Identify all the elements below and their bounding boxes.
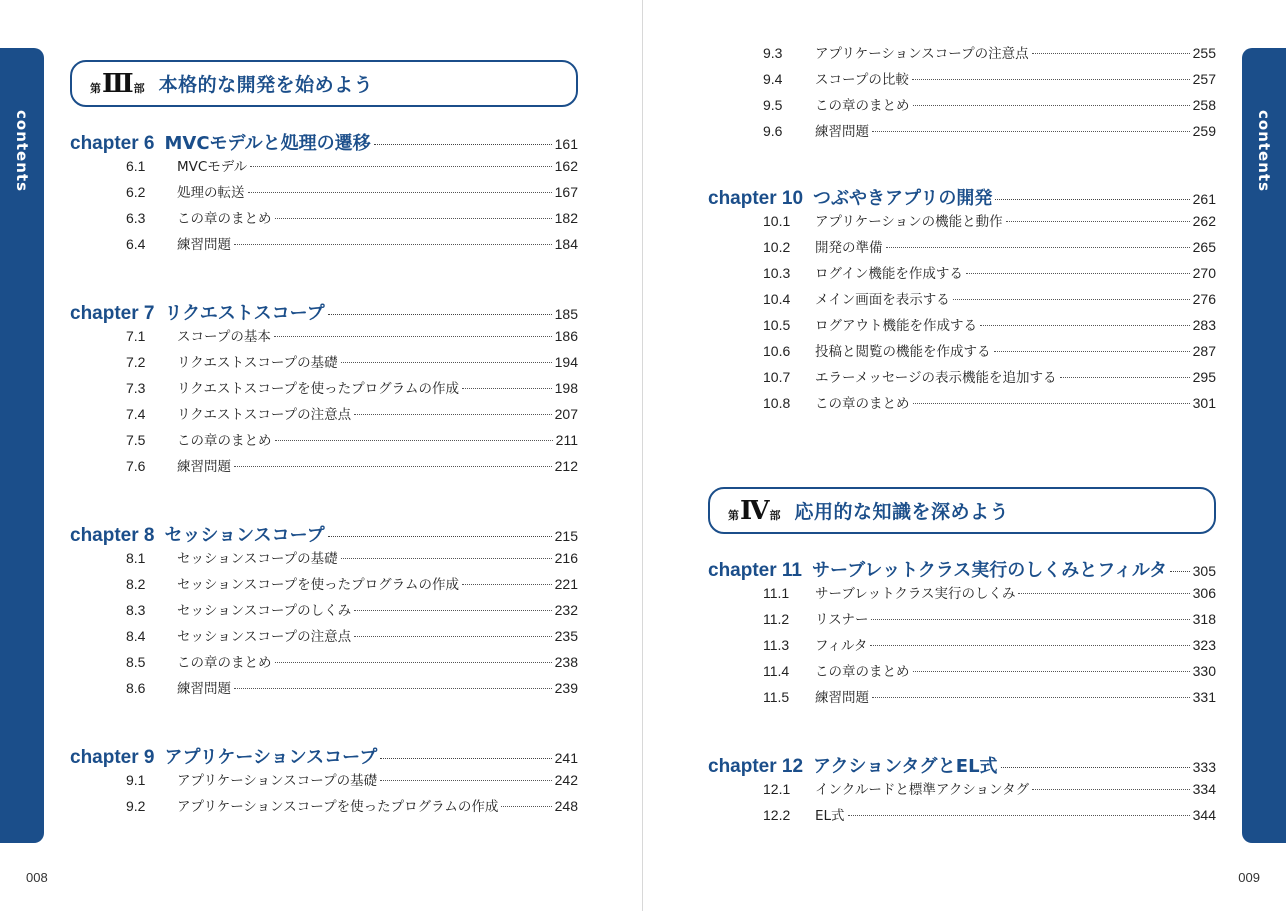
chapter-page: 215 <box>554 528 578 544</box>
chapter-title: セッションスコープ <box>164 525 325 546</box>
section-number: 11.4 <box>763 663 790 679</box>
chapter-page: 241 <box>554 750 578 766</box>
dot-leader <box>1032 53 1190 54</box>
dot-leader <box>275 440 553 441</box>
left-toc <box>70 60 578 821</box>
section-title: 投稿と閲覧の機能を作成する <box>815 344 991 360</box>
section-page: 216 <box>554 550 578 566</box>
section-entry[interactable] <box>70 325 578 351</box>
chapter-number: chapter 11 <box>708 560 802 581</box>
section-entry[interactable] <box>708 94 1216 120</box>
dot-leader <box>912 79 1190 80</box>
section-title: MVCモデル <box>177 159 248 175</box>
chapter-number: chapter 12 <box>708 756 804 777</box>
section-page: 334 <box>1192 781 1216 797</box>
dot-leader <box>234 244 552 245</box>
section-title: メイン画面を表示する <box>815 292 950 308</box>
section-title: スコープの比較 <box>815 72 909 88</box>
part-prefix: 第 <box>728 508 739 522</box>
section-number: 8.3 <box>126 602 146 618</box>
section-number: 9.3 <box>763 45 783 61</box>
section-number: 6.4 <box>126 236 146 252</box>
section-page: 255 <box>1192 45 1216 61</box>
contents-tab-left <box>0 48 44 843</box>
section-page: 257 <box>1192 71 1216 87</box>
section-number: 8.4 <box>126 628 146 644</box>
section-page: 235 <box>554 628 578 644</box>
dot-leader <box>980 325 1190 326</box>
section-number: 8.6 <box>126 680 146 696</box>
chapter-page: 305 <box>1192 563 1216 579</box>
section-number: 10.5 <box>763 317 791 333</box>
chapter-entry[interactable] <box>70 521 578 547</box>
section-number: 11.3 <box>763 637 790 653</box>
section-page: 186 <box>554 328 578 344</box>
chapter-title: アプリケーションスコープ <box>164 747 378 768</box>
section-number: 9.1 <box>126 772 146 788</box>
part-title: 応用的な知識を深めよう <box>794 501 1010 523</box>
section-page: 207 <box>554 406 578 422</box>
dot-leader <box>341 362 552 363</box>
section-number: 10.7 <box>763 369 791 385</box>
section-title: セッションスコープの注意点 <box>177 629 352 645</box>
section-entry[interactable] <box>708 236 1216 262</box>
section-number: 7.2 <box>126 354 146 370</box>
section-page: 276 <box>1192 291 1216 307</box>
section-page: 211 <box>555 432 578 448</box>
dot-leader <box>328 314 552 315</box>
section-entry[interactable] <box>708 210 1216 236</box>
section-title: この章のまとめ <box>177 433 272 449</box>
dot-leader <box>275 218 552 219</box>
section-number: 12.2 <box>763 807 791 823</box>
dot-leader <box>1001 767 1190 768</box>
section-entry[interactable] <box>70 795 578 821</box>
section-title: フィルタ <box>815 638 868 654</box>
chapter-page: 261 <box>1192 191 1216 207</box>
section-page: 306 <box>1192 585 1216 601</box>
section-entry[interactable] <box>708 634 1216 660</box>
chapter-title: アクションタグとEL式 <box>813 756 998 777</box>
chapter-number: chapter 7 <box>70 303 155 324</box>
section-title: セッションスコープの基礎 <box>177 551 338 567</box>
section-entry[interactable] <box>70 429 578 455</box>
part-number <box>728 496 781 526</box>
section-number: 10.3 <box>763 265 791 281</box>
section-entry[interactable] <box>70 547 578 573</box>
dot-leader <box>274 336 552 337</box>
section-entry[interactable] <box>70 599 578 625</box>
chapter-title: MVCモデルと処理の遷移 <box>164 133 371 154</box>
section-page: 301 <box>1192 395 1216 411</box>
contents-tab-label: contents <box>13 110 31 192</box>
section-number: 10.4 <box>763 291 791 307</box>
section-title: 練習問題 <box>177 237 231 253</box>
section-entry[interactable] <box>70 233 578 259</box>
section-entry[interactable] <box>708 778 1216 804</box>
section-entry[interactable] <box>70 677 578 703</box>
dot-leader <box>234 466 552 467</box>
section-page: 198 <box>554 380 578 396</box>
section-page: 262 <box>1192 213 1216 229</box>
part-numeral: Ⅲ <box>102 68 133 99</box>
section-title: リクエストスコープの基礎 <box>177 355 338 371</box>
part-suffix: 部 <box>133 81 145 95</box>
chapter-page: 333 <box>1192 759 1216 775</box>
chapter-title: つぶやきアプリの開発 <box>813 188 993 209</box>
section-number: 11.5 <box>763 689 790 705</box>
dot-leader <box>354 610 551 611</box>
section-entry[interactable] <box>70 651 578 677</box>
dot-leader <box>994 351 1190 352</box>
section-page: 287 <box>1192 343 1216 359</box>
part-number <box>90 69 145 99</box>
section-page: 248 <box>554 798 578 814</box>
section-title: アプリケーションの機能と動作 <box>815 214 1003 230</box>
chapter-block <box>70 521 578 703</box>
dot-leader <box>1018 593 1189 594</box>
section-entry[interactable] <box>708 68 1216 94</box>
section-entry[interactable] <box>708 392 1216 418</box>
continued-sections <box>708 42 1216 146</box>
chapter-entry[interactable] <box>708 556 1216 582</box>
section-number: 7.4 <box>126 406 146 422</box>
dot-leader <box>870 645 1189 646</box>
section-page: 283 <box>1192 317 1216 333</box>
dot-leader <box>328 536 552 537</box>
section-title: セッションスコープを使ったプログラムの作成 <box>177 577 460 593</box>
right-toc <box>708 42 1216 830</box>
section-title: 練習問題 <box>177 681 231 697</box>
dot-leader <box>380 780 552 781</box>
dot-leader <box>1032 789 1190 790</box>
section-entry[interactable] <box>708 314 1216 340</box>
section-number: 6.3 <box>126 210 146 226</box>
section-title: 練習問題 <box>815 690 869 706</box>
chapter-entry[interactable] <box>70 743 578 769</box>
section-page: 167 <box>554 184 578 200</box>
section-page: 162 <box>554 158 578 174</box>
dot-leader <box>871 619 1189 620</box>
section-page: 258 <box>1192 97 1216 113</box>
dot-leader <box>913 403 1190 404</box>
section-number: 12.1 <box>763 781 791 797</box>
section-page: 242 <box>554 772 578 788</box>
section-number: 8.5 <box>126 654 146 670</box>
dot-leader <box>995 199 1189 200</box>
section-page: 259 <box>1192 123 1216 139</box>
dot-leader <box>913 671 1190 672</box>
section-title: ログアウト機能を作成する <box>815 318 977 334</box>
section-title: アプリケーションスコープの注意点 <box>815 46 1029 62</box>
section-title: セッションスコープのしくみ <box>177 603 352 619</box>
chapter-number: chapter 10 <box>708 188 804 209</box>
section-page: 330 <box>1192 663 1216 679</box>
section-entry[interactable] <box>708 340 1216 366</box>
section-entry[interactable] <box>70 455 578 481</box>
section-title: リクエストスコープの注意点 <box>177 407 352 423</box>
dot-leader <box>1170 571 1190 572</box>
section-page: 184 <box>554 236 578 252</box>
section-page: 295 <box>1192 369 1216 385</box>
section-entry[interactable] <box>708 686 1216 712</box>
dot-leader <box>354 414 551 415</box>
section-title: この章のまとめ <box>177 655 272 671</box>
page-number: 008 <box>26 870 48 885</box>
section-title: EL式 <box>815 808 845 824</box>
section-number: 10.2 <box>763 239 791 255</box>
contents-tab-label: contents <box>1255 110 1273 192</box>
dot-leader <box>462 388 552 389</box>
chapter-title: サーブレットクラス実行のしくみとフィルタ <box>812 560 1168 581</box>
section-title: ログイン機能を作成する <box>815 266 963 282</box>
dot-leader <box>913 105 1190 106</box>
chapter-entry[interactable] <box>708 752 1216 778</box>
section-entry[interactable] <box>708 582 1216 608</box>
dot-leader <box>872 697 1190 698</box>
section-entry[interactable] <box>70 403 578 429</box>
part-suffix: 部 <box>769 508 781 522</box>
section-title: スコープの基本 <box>177 329 271 345</box>
section-entry[interactable] <box>708 120 1216 146</box>
section-number: 7.3 <box>126 380 146 396</box>
dot-leader <box>248 192 552 193</box>
section-entry[interactable] <box>70 769 578 795</box>
section-entry[interactable] <box>70 207 578 233</box>
section-page: 331 <box>1192 689 1216 705</box>
section-title: この章のまとめ <box>815 664 910 680</box>
right-page <box>643 0 1286 911</box>
section-page: 344 <box>1192 807 1216 823</box>
chapter-entry[interactable] <box>70 299 578 325</box>
chapter-number: chapter 8 <box>70 525 155 546</box>
chapter-title: リクエストスコープ <box>164 303 325 324</box>
dot-leader <box>886 247 1190 248</box>
section-title: この章のまとめ <box>177 211 272 227</box>
section-number: 8.2 <box>126 576 146 592</box>
section-entry[interactable] <box>708 366 1216 392</box>
section-number: 7.1 <box>126 328 146 344</box>
section-page: 238 <box>554 654 578 670</box>
section-entry[interactable] <box>708 288 1216 314</box>
dot-leader <box>234 688 552 689</box>
contents-tab-right <box>1242 48 1286 843</box>
section-page: 221 <box>554 576 578 592</box>
dot-leader <box>275 662 552 663</box>
section-title: エラーメッセージの表示機能を追加する <box>815 370 1057 386</box>
part-prefix: 第 <box>90 81 101 95</box>
section-entry[interactable] <box>70 351 578 377</box>
section-title: アプリケーションスコープの基礎 <box>177 773 378 789</box>
section-title: 練習問題 <box>815 124 869 140</box>
section-page: 265 <box>1192 239 1216 255</box>
section-number: 9.6 <box>763 123 783 139</box>
section-entry[interactable] <box>70 625 578 651</box>
section-page: 194 <box>554 354 578 370</box>
dot-leader <box>380 758 551 759</box>
section-title: この章のまとめ <box>815 98 910 114</box>
chapter-block <box>70 299 578 481</box>
section-number: 9.5 <box>763 97 783 113</box>
dot-leader <box>462 584 552 585</box>
chapter-entry[interactable] <box>70 129 578 155</box>
section-number: 11.1 <box>763 585 790 601</box>
dot-leader <box>848 815 1190 816</box>
chapter-block <box>708 556 1216 712</box>
section-number: 9.4 <box>763 71 783 87</box>
dot-leader <box>341 558 552 559</box>
section-entry[interactable] <box>708 608 1216 634</box>
part-heading <box>70 60 578 107</box>
chapter-block <box>70 743 578 821</box>
section-title: この章のまとめ <box>815 396 910 412</box>
section-title: リスナー <box>815 612 869 628</box>
chapter-entry[interactable] <box>708 184 1216 210</box>
section-number: 7.5 <box>126 432 146 448</box>
chapter-block <box>708 184 1216 418</box>
section-page: 239 <box>554 680 578 696</box>
dot-leader <box>1060 377 1190 378</box>
part-title: 本格的な開発を始めよう <box>158 74 374 96</box>
part-numeral: Ⅳ <box>740 495 769 526</box>
dot-leader <box>354 636 551 637</box>
section-title: サーブレットクラス実行のしくみ <box>815 586 1016 602</box>
section-title: 処理の転送 <box>177 185 245 201</box>
section-number: 7.6 <box>126 458 146 474</box>
section-title: リクエストスコープを使ったプログラムの作成 <box>177 381 460 397</box>
section-entry[interactable] <box>708 42 1216 68</box>
section-number: 10.8 <box>763 395 791 411</box>
chapter-page: 161 <box>554 136 578 152</box>
section-page: 182 <box>554 210 578 226</box>
section-entry[interactable] <box>708 804 1216 830</box>
dot-leader <box>872 131 1190 132</box>
section-number: 6.2 <box>126 184 146 200</box>
section-entry[interactable] <box>70 155 578 181</box>
part-heading <box>708 487 1216 534</box>
chapter-number: chapter 6 <box>70 133 155 154</box>
section-number: 9.2 <box>126 798 146 814</box>
section-number: 8.1 <box>126 550 146 566</box>
section-page: 212 <box>554 458 578 474</box>
section-number: 10.6 <box>763 343 791 359</box>
section-number: 11.2 <box>763 611 790 627</box>
section-entry[interactable] <box>70 377 578 403</box>
section-title: 開発の準備 <box>815 240 883 256</box>
chapter-number: chapter 9 <box>70 747 155 768</box>
page-number: 009 <box>1238 870 1260 885</box>
section-entry[interactable] <box>708 262 1216 288</box>
section-entry[interactable] <box>708 660 1216 686</box>
dot-leader <box>250 166 552 167</box>
section-entry[interactable] <box>70 181 578 207</box>
chapter-page: 185 <box>554 306 578 322</box>
dot-leader <box>374 144 552 145</box>
chapter-block <box>708 752 1216 830</box>
dot-leader <box>1006 221 1190 222</box>
section-page: 318 <box>1192 611 1216 627</box>
section-page: 323 <box>1192 637 1216 653</box>
section-title: インクルードと標準アクションタグ <box>815 782 1030 798</box>
section-page: 232 <box>554 602 578 618</box>
section-page: 270 <box>1192 265 1216 281</box>
chapter-block <box>70 129 578 259</box>
dot-leader <box>501 806 551 807</box>
section-number: 10.1 <box>763 213 791 229</box>
section-number: 6.1 <box>126 158 146 174</box>
section-title: 練習問題 <box>177 459 231 475</box>
dot-leader <box>966 273 1190 274</box>
section-entry[interactable] <box>70 573 578 599</box>
section-title: アプリケーションスコープを使ったプログラムの作成 <box>177 799 499 815</box>
dot-leader <box>953 299 1190 300</box>
